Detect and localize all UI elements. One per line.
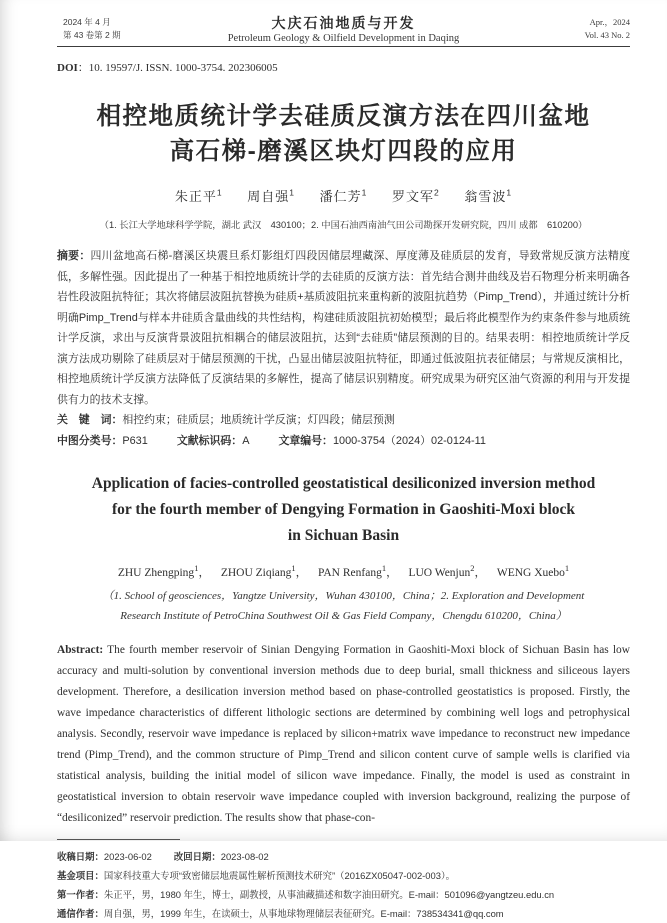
author-en xyxy=(220,563,308,579)
affiliation-en-line1: （1. School of geosciences，Yangtze University，Wuhan 430100，China；2. Exploration and Development xyxy=(102,589,585,602)
author-en-name: LUO Wenjun xyxy=(408,566,471,579)
author-cn-name: 潘仁芳 xyxy=(319,189,362,204)
abstract-cn xyxy=(57,246,630,410)
keywords-text: 相控约束；硅质层；地质统计学反演；灯四段；储层预测 xyxy=(122,414,395,426)
author-cn-name: 周自强 xyxy=(247,189,290,204)
author-en-affil-sup: 1 xyxy=(291,563,296,573)
author-cn xyxy=(392,189,440,204)
author-cn xyxy=(175,189,223,204)
author-en-name: PAN Renfang xyxy=(318,566,382,579)
article-id-value: 1000-3754（2024）02-0124-11 xyxy=(332,434,486,447)
footnote-corr-author xyxy=(57,904,630,923)
author-cn-affil-sup: 1 xyxy=(506,187,513,198)
corr-author-label: 通信作者： xyxy=(57,907,104,919)
author-cn-name: 朱正平 xyxy=(174,189,217,204)
first-author-text: 朱正平，男，1980 年生，博士，副教授，从事油藏描述和数字油田研究。E-mail：501096@yangtzeu.edu.cn xyxy=(103,888,555,900)
journal-title-block xyxy=(167,16,520,46)
author-en-sep: ， xyxy=(198,566,210,579)
doc-code-label: 文献标识码： xyxy=(176,434,243,447)
fund-text: 国家科技重大专项“致密储层地震属性解析预测技术研究”（2016ZX05047-002-003）。 xyxy=(103,869,455,881)
clc-value: P631 xyxy=(122,434,148,447)
keywords-label: 关 键 词： xyxy=(57,414,123,426)
author-cn xyxy=(320,189,368,204)
author-en-sep: ， xyxy=(386,566,398,579)
abstract-cn-text: 四川盆地高石梯-磨溪区块震旦系灯影组灯四段因储层埋藏深、厚度薄及硅质层的发育，导致常规反演方法精度低，多解性强。因此提出了一种基于相控地质统计学的去硅质的反演方法：首先结合测井曲线及岩石物理分析来明确各岩性段波阻抗特征；其次将储层波阻抗替换为硅质+基质波阻抗来重构新的波阻抗趋势（Pimp_Trend），并通过统计分析明确Pimp_Trend与样本井硅质含量曲线的共性结构，构建硅质波阻抗初始模型；最后将此模型作为约束条件参与地质统计学反演，求出与反演背景波阻抗相耦合的储层波阻抗，达到“去硅质”储层预测的目的。结果表明：相控地质统计学反演方法成功剔除了硅质层对于储层预测的干扰，凸显出储层波阻抗特征，即通过低波阻抗表征储层；与常规反演相比，相控地质统计学反演方法降低了反演结果的多解性，提高了储层识别精度。研究成果为研究区油气资源的利用与开发提供有力的技术支撑。 xyxy=(57,250,630,406)
received-date: 2023-06-02 xyxy=(103,850,152,862)
article-title-cn-line1: 相控地质统计学去硅质反演方法在四川盆地 xyxy=(96,103,591,130)
abstract-cn-label: 摘要： xyxy=(57,250,91,262)
header-divider xyxy=(57,46,630,47)
article-title-cn xyxy=(57,99,630,169)
journal-date-cn: 2024 年 4 月 xyxy=(63,17,111,27)
author-en-sep: ， xyxy=(474,566,486,579)
journal-header xyxy=(57,16,630,46)
journal-date-issue-en xyxy=(520,16,630,42)
doi-label: DOI xyxy=(57,62,78,74)
author-cn-name: 翁雪波 xyxy=(464,189,507,204)
author-en-affil-sup: 1 xyxy=(381,563,387,573)
affiliation-en xyxy=(57,586,630,626)
footnote-divider xyxy=(57,839,180,840)
keywords-line xyxy=(57,410,630,431)
article-title-cn-line2: 高石梯-磨溪区块灯四段的应用 xyxy=(169,138,518,165)
author-cn-affil-sup: 1 xyxy=(216,187,223,198)
received-label: 收稿日期： xyxy=(57,850,104,862)
author-en-name: ZHU Zhengping xyxy=(117,566,195,579)
first-author-label: 第一作者： xyxy=(57,888,104,900)
author-cn-affil-sup: 2 xyxy=(434,187,440,198)
author-en xyxy=(496,563,570,579)
author-en-sep: ， xyxy=(295,566,308,579)
doi-value: ：10. 19597/J. ISSN. 1000-3754. 202306005 xyxy=(77,62,278,74)
article-title-en-line2: for the fourth member of Dengying Formation in Gaoshiti-Moxi block xyxy=(111,501,576,518)
article-title-en-line3: in Sichuan Basin xyxy=(287,527,400,544)
clc-label: 中图分类号： xyxy=(57,434,123,447)
article-title-en-line1: Application of facies-controlled geostatistical desiliconized inversion method xyxy=(91,475,596,492)
doc-code-value: A xyxy=(242,434,250,447)
journal-title-cn: 大庆石油地质与开发 xyxy=(271,15,416,31)
journal-issue-cn: 第 43 卷第 2 期 xyxy=(63,30,121,40)
author-cn xyxy=(247,189,295,204)
footnote-dates xyxy=(57,847,630,866)
author-en-affil-sup: 1 xyxy=(194,563,199,573)
affiliation-cn: （1. 长江大学地球科学学院，湖北 武汉 430100；2. 中国石油西南油气田公司勘探开发研究院，四川 成都 610200） xyxy=(99,220,588,230)
footnote-fund xyxy=(57,866,630,885)
clc-line xyxy=(57,431,630,452)
revised-label: 改回日期： xyxy=(173,850,221,862)
abstract-en xyxy=(57,640,630,829)
article-id-segment xyxy=(278,435,485,447)
author-cn xyxy=(464,189,512,204)
author-en-name: ZHOU Ziqiang xyxy=(220,566,292,579)
authors-en xyxy=(57,563,630,580)
journal-date-issue-cn xyxy=(57,16,167,42)
author-cn-name: 罗文军 xyxy=(392,189,435,204)
author-cn-affil-sup: 1 xyxy=(361,187,368,198)
author-en-affil-sup: 1 xyxy=(564,563,570,573)
author-cn-affil-sup: 1 xyxy=(289,187,295,198)
author-en-name: WENG Xuebo xyxy=(496,566,565,579)
affiliation-en-line2: Research Institute of PetroChina Southwest Oil & Gas Field Company，Chengdu 610200，China） xyxy=(120,609,567,622)
clc-segment xyxy=(57,435,148,447)
fund-label: 基金项目： xyxy=(57,869,104,881)
footnote-first-author xyxy=(57,885,630,904)
journal-issue-en: Vol. 43 No. 2 xyxy=(584,30,630,40)
revised-date: 2023-08-02 xyxy=(220,850,269,862)
author-en xyxy=(408,563,486,579)
journal-title-en: Petroleum Geology & Oilfield Development in Daqing xyxy=(227,33,460,44)
journal-date-en: Apr.，2024 xyxy=(589,17,630,27)
doc-code-segment xyxy=(177,435,250,447)
footnotes xyxy=(57,847,630,923)
article-title-en xyxy=(57,471,630,549)
corr-author-text: 周自强，男，1999 年生，在读硕士，从事地球物理储层表征研究。E-mail：738534341@qq.com xyxy=(103,907,504,919)
abstract-en-label: Abstract: xyxy=(57,643,104,656)
author-en xyxy=(318,563,398,579)
doi-line xyxy=(57,59,630,75)
article-id-label: 文章编号： xyxy=(278,434,333,447)
abstract-en-text: The fourth member reservoir of Sinian Dengying Formation in Gaoshiti-Moxi block of Sichuan Basin has low accuracy and multi-solution by conventional inversion methods due to deep burial, small thickness and siliceous layers development. Therefore, a desilication inversion method based on phase-controlled geostatistics is proposed. Firstly, the wave impedance characteristics of different lithologic sections are determined by combining well logs and petrophysical analysis. Secondly, reservoir wave impedance is replaced by silicon+matrix wave impedance to reconstruct new impedance trend (Pimp_Trend), and the common structure of Pimp_Trend and silicon content curve of sample wells is clarified via statistical analysis, building the initial model of silicon wave impedance. Finally, the model is used as constraint in geostatistical inversion to obtain reservoir wave impedance coupled with inversion background, realizing the purpose of “desiliconized” reservoir prediction. The results show that phase-con- xyxy=(57,643,630,824)
author-en xyxy=(117,563,210,579)
author-en-affil-sup: 2 xyxy=(470,563,475,573)
authors-cn xyxy=(57,186,630,205)
